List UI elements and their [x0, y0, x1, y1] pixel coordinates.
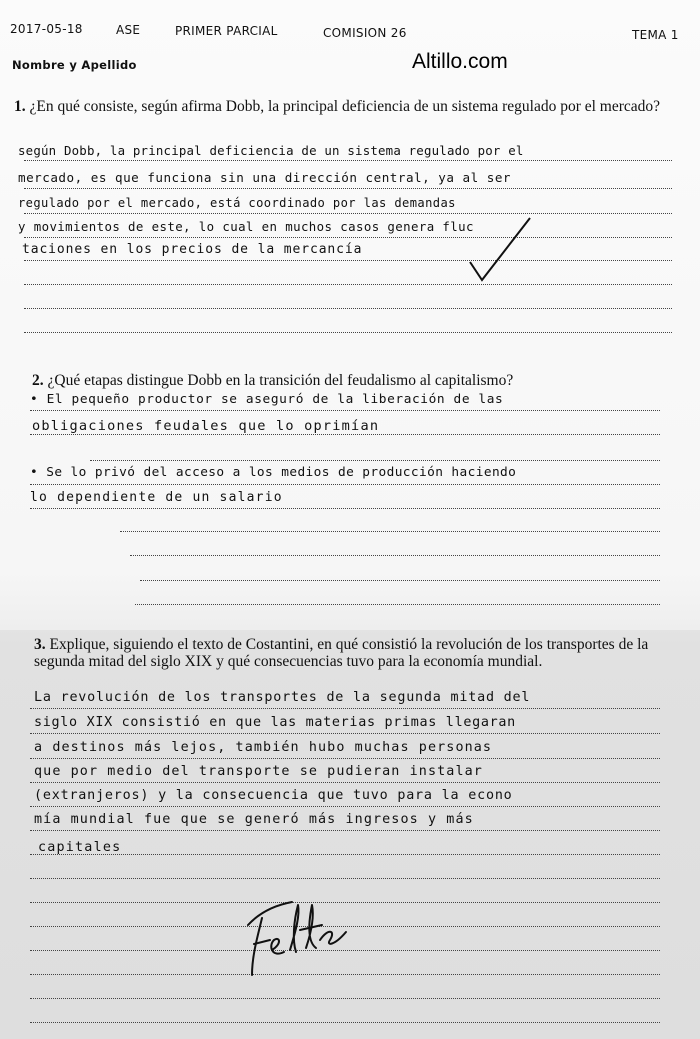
answer-2-line-1: • El pequeño productor se aseguró de la liberación de las [30, 392, 504, 407]
watermark: Altillo.com [412, 50, 508, 73]
question-2-number: 2. [32, 372, 44, 389]
answer-1-line-4: y movimientos de este, lo cual en muchos casos genera fluc [18, 219, 474, 234]
answer-1-line-1: según Dobb, la principal deficiencia de un sistema regulado por el [18, 143, 524, 158]
answer-3-line-4: que por medio del transporte se pudieran instalar [34, 764, 483, 779]
answer-1-line-5: taciones en los precios de la mercancía [22, 242, 363, 257]
answer-3-line-6: mía mundial fue que se generó más ingresos y más [34, 812, 474, 827]
question-3-text: Explique, siguiendo el texto de Costantini, en qué consistió la revolución de los transportes de la segunda mitad del siglo XIX y qué consecuencias tuvo para la economía mundial. [34, 636, 649, 670]
answer-2-line-4: lo dependiente de un salario [30, 490, 283, 505]
answer-3-line-5: (extranjeros) y la consecuencia que tuvo para la econo [34, 788, 513, 803]
subject-code: ASE [116, 23, 141, 37]
name-label: Nombre y Apellido [12, 58, 137, 72]
question-1-text: ¿En qué consiste, según afirma Dobb, la principal deficiencia de un sistema regulado por el mercado? [29, 98, 661, 115]
answer-3-line-1: La revolución de los transportes de la segunda mitad del [34, 690, 531, 705]
question-2-text: ¿Qué etapas distingue Dobb en la transición del feudalismo al capitalismo? [47, 372, 514, 389]
question-3-number: 3. [34, 636, 46, 653]
answer-1-line-3: regulado por el mercado, está coordinado por las demandas [18, 196, 456, 210]
answer-3-line-2: siglo XIX consistió en que las materias primas llegaran [34, 715, 516, 730]
answer-2-line-3: • Se lo privó del acceso a los medios de producción haciendo [30, 465, 517, 480]
answer-2-line-2: obligaciones feudales que lo oprimían [32, 418, 380, 434]
commission: COMISION 26 [323, 26, 407, 40]
answer-3-line-7: capitales [38, 840, 122, 855]
answer-1-line-2: mercado, es que funciona sin una dirección central, ya al ser [18, 170, 512, 185]
exam-title: PRIMER PARCIAL [175, 24, 278, 38]
exam-date: 2017-05-18 [10, 22, 83, 36]
question-1-number: 1. [14, 98, 26, 115]
theme-label: TEMA 1 [632, 28, 679, 42]
answer-3-line-3: a destinos más lejos, también hubo muchas personas [34, 740, 493, 755]
